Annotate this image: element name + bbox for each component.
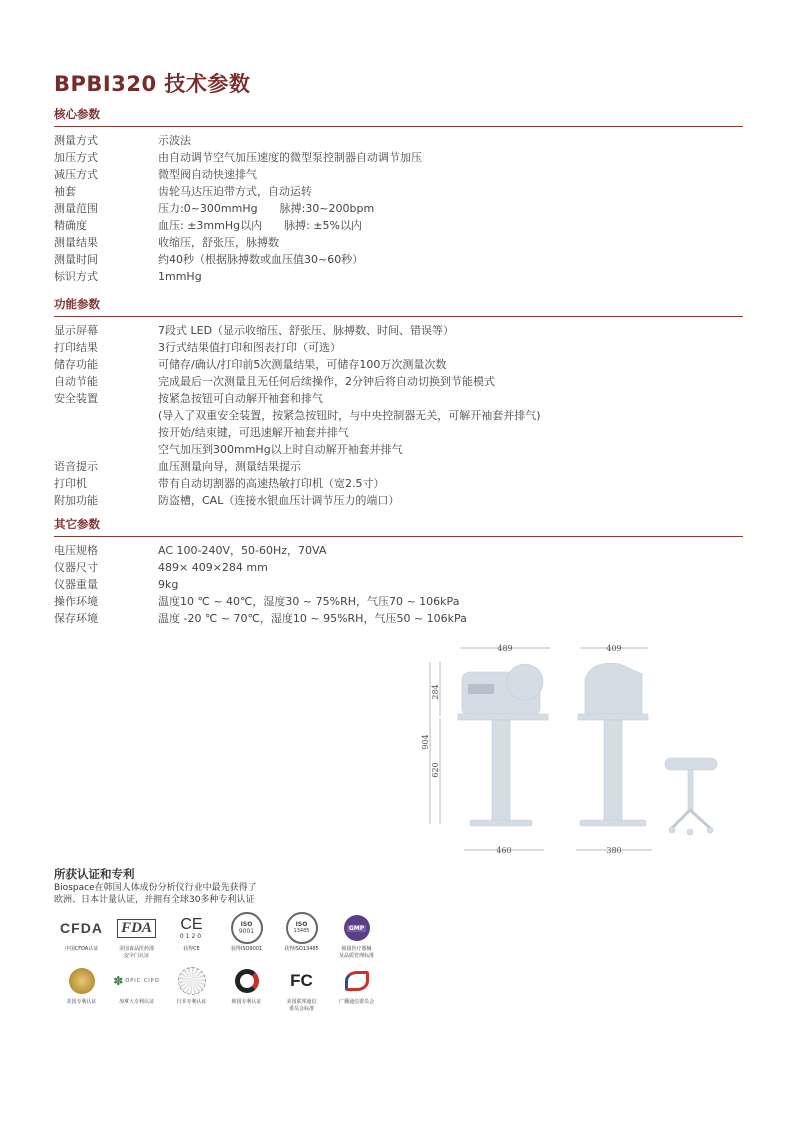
fda-logo: FDA [117,919,156,938]
dim-base-front: 460 [496,846,512,855]
dimension-diagram [420,632,720,862]
spec-row: 语音提示 血压测量向导，测量结果提示 [54,460,301,473]
spec-row: 空气加压到300mmHg以上时自动解开袖套并排气 [158,443,403,456]
cert-iso9001: ISO 9001 获得ISO9001 [219,912,274,959]
cert-canada-patent: ✽ OPIC CIPO 加拿大专利认证 [113,974,160,1005]
kcc-logo-icon [345,971,369,991]
section-core [54,106,743,285]
cert-title: 所获认证和专利 [54,867,135,881]
spec-row: 精确度 血压: ±3mmHg以内 脉搏: ±5%以内 [54,219,362,232]
fcc-logo: FC [290,971,313,990]
cert-fda: FDA 美国食品医药部 安全门认证 [118,919,154,959]
spec-row: 储存功能 可储存/确认/打印前5次测量结果，可储存100万次测量次数 [54,358,447,371]
section-title: 核心参数 [54,106,743,127]
spec-row: 加压方式 由自动调节空气加压速度的微型泵控制器自动调节加压 [54,151,422,164]
section-function [54,296,743,509]
side-view [578,663,648,826]
ce-logo: CE [180,915,203,933]
spec-row: 打印机 带有自动切割器的高速热敏打印机（宽2.5寸） [54,477,385,490]
spec-row: 显示屏幕 7段式 LED（显示收缩压、舒张压、脉搏数、时间、错误等） [54,324,455,337]
cert-grid [54,912,384,1012]
cert-gmp: GMP 韩国医疗器械 及品质管理标准 [329,912,384,959]
cert-korea-patent: 韩国专利认证 [219,965,274,1012]
spec-row: 测量范围 压力:0~300mmHg 脉搏:30~200bpm [54,202,375,215]
gmp-badge-icon: GMP [344,915,370,941]
canada-maple-icon: ✽ [113,974,124,988]
spec-row: 保存环境 温度 -20 ℃ ~ 70℃，湿度10 ~ 95%RH，气压50 ~ 106kPa [54,612,467,625]
japan-patent-seal-icon [178,967,206,995]
spec-row: 测量时间 约40秒（根据脉搏数或血压值30~60秒） [54,253,364,266]
cert-us-patent: 美国专利认证 [54,965,109,1012]
cert-description: Biospace在韩国人体成份分析仪行业中最先获得了 欧洲、日本计量认证，并拥有全球30多种专利认证 [54,883,257,905]
spec-row: 附加功能 防盗槽，CAL（连接水银血压计调节压力的端口） [54,494,400,507]
spec-row: 标识方式 1mmHg [54,270,202,283]
cert-kcc: 广播通信委员会 [329,965,384,1012]
spec-row: 减压方式 微型阀自动快速排气 [54,168,257,181]
cert-iso13485: ISO 13485 获得ISO13485 [274,912,329,959]
dim-front-width: 489 [497,644,513,653]
korea-patent-logo-icon [235,969,259,993]
section-title: 功能参数 [54,296,743,317]
spec-row: 安全装置 按紧急按钮可自动解开袖套和排气 [54,392,323,405]
cert-fcc: FC 美国联邦通信 委员会标准 [286,971,317,1012]
spec-row: 测量结果 收缩压，舒张压，脉搏数 [54,236,279,249]
dim-device-height: 284 [431,684,440,700]
page-title: BPBI320 技术参数 [54,72,251,96]
spec-row: (导入了双重安全装置，按紧急按钮时，与中央控制器无关，可解开袖套并排气) [158,409,541,422]
dim-side-width: 409 [606,644,622,653]
spec-row: 仪器尺寸 489× 409×284 mm [54,561,268,574]
us-patent-seal-icon [69,968,95,994]
cert-ce: CE 0120 获得CE [179,915,204,952]
spec-row: 操作环境 温度10 ℃ ~ 40℃，湿度30 ~ 75%RH，气压70 ~ 106kPa [54,595,460,608]
spec-row: 仪器重量 9kg [54,578,179,591]
stool [665,758,717,835]
spec-row: 打印结果 3行式结果值打印和图表打印（可选） [54,341,341,354]
section-title: 其它参数 [54,516,743,537]
iso-badge-icon: ISO 13485 [286,912,318,944]
spec-row: 自动节能 完成最后一次测量且无任何后续操作，2分钟后将自动切换到节能模式 [54,375,495,388]
spec-row: 按开始/结束键，可迅速解开袖套并排气 [158,426,349,439]
dim-base-side: 380 [606,846,622,855]
dim-stand-height: 620 [431,762,440,778]
device-panel [468,684,494,694]
iso-badge-icon: ISO 9001 [231,912,263,944]
cfda-logo: CFDA [60,920,103,936]
spec-row: 袖套 齿轮马达压迫带方式，自动运转 [54,185,312,198]
spec-row: 测量方式 示波法 [54,134,191,147]
spec-row: 电压规格 AC 100-240V，50-60Hz，70VA [54,544,327,557]
section-other [54,516,743,627]
cert-cfda: CFDA 中国CFDA认证 [60,920,103,952]
cert-japan-patent: 日本专利认证 [164,965,219,1012]
dim-total-height: 904 [421,734,430,750]
